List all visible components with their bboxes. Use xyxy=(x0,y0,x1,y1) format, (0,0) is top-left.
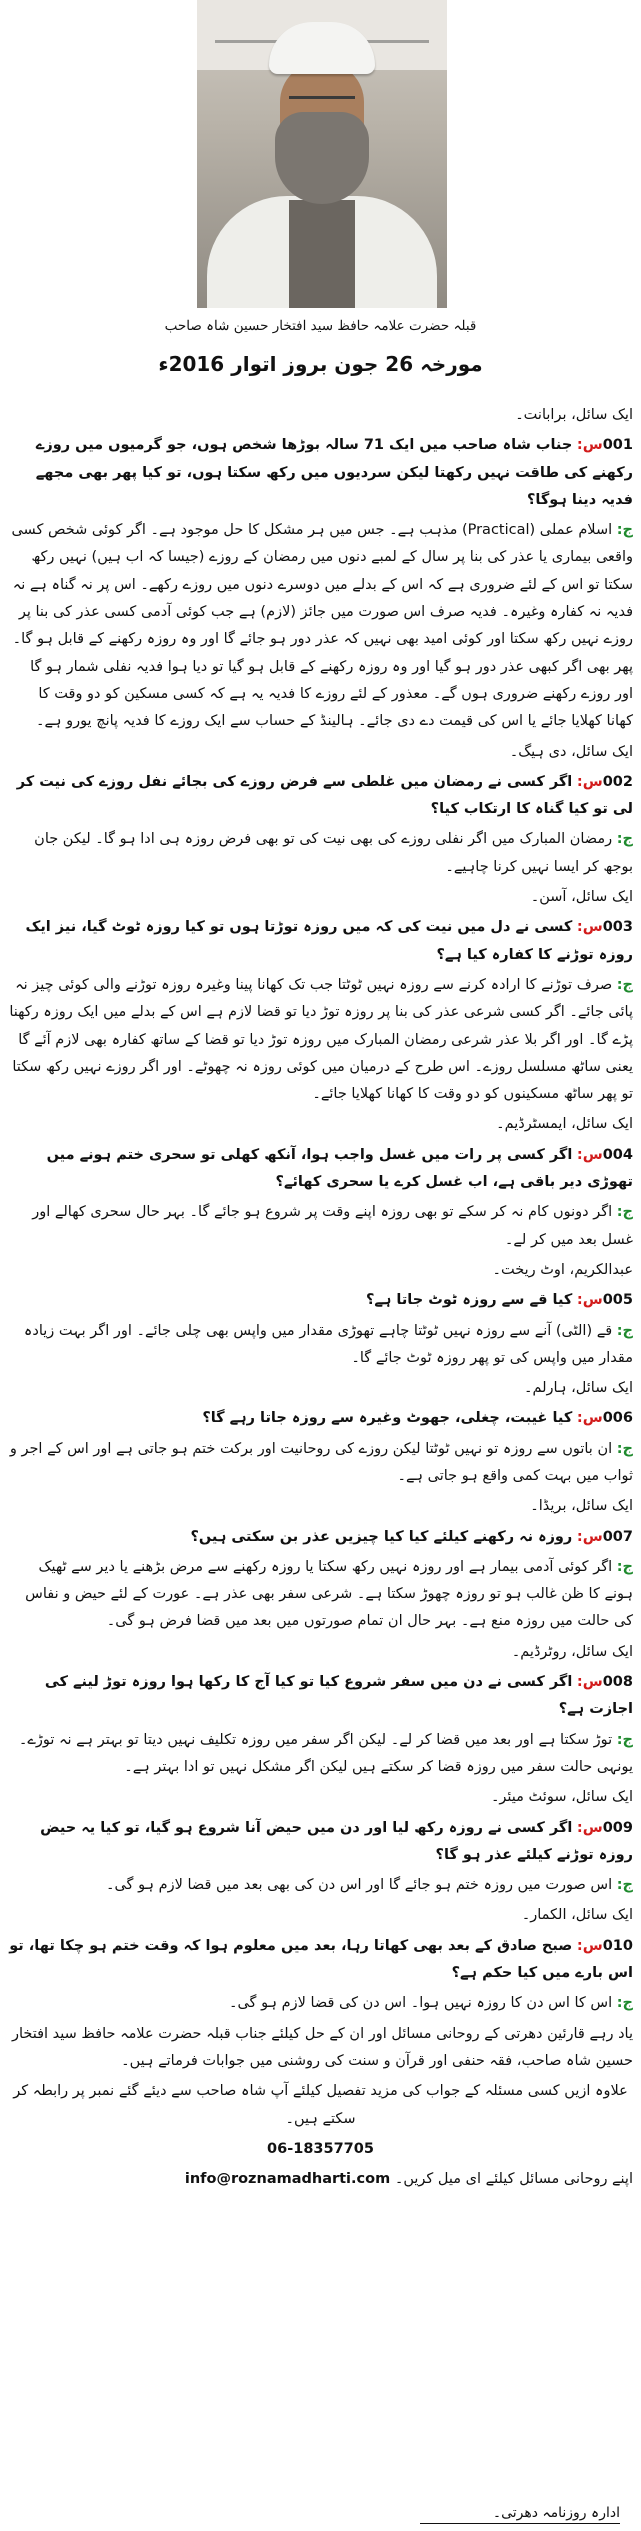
question-marker: س: xyxy=(576,1937,603,1954)
photo-caption: قبلہ حضرت علامہ حافظ سید افتخار حسین شاہ صاحب xyxy=(164,318,477,334)
asker-line: ایک سائل، بریڈا۔ xyxy=(530,1498,633,1515)
question-text: جناب شاہ صاحب میں ایک 71 سالہ بوڑھا شخص ہوں، جو گرمیوں میں روزے رکھنے کی طاقت نہیں رکھتا لیکن سردیوں میں رکھ سکتا ہوں، تو کیا پھر بھی مجھے فدیہ دینا ہوگا؟ xyxy=(35,437,633,508)
answer-text: رمضان المبارک میں اگر نفلی روزے کی بھی نیت کی تو بھی فرض روزہ ہی ادا ہو گا۔ لیکن جان بوجھ کر ایسا نہیں کرنا چاہیے۔ xyxy=(34,831,633,875)
asker-line: ایک سائل، دی ہیگ۔ xyxy=(509,743,633,760)
email-intro: اپنے روحانی مسائل کیلئے ای میل کریں۔ xyxy=(394,2171,633,2188)
answer xyxy=(8,517,633,735)
answer-text: توڑ سکتا ہے اور بعد میں قضا کر لے۔ لیکن اگر سفر میں روزہ تکلیف نہیں دیتا تو بہتر ہے نہ توڑے۔ یونہی حالت سفر میں روزہ قضا کر سکتے ہیں لیکن اگر مشکل نہیں تو ادا بہتر ہے۔ xyxy=(18,1731,633,1775)
footer-note: یاد رہے قارئین دھرتی کے روحانی مسائل اور ان کے حل کیلئے جناب قبلہ حضرت علامہ حافظ سید افتخار حسین شاہ صاحب، فقہ حنفی اور قرآن و سنت کی روشنی میں جوابات فرماتے ہیں۔ xyxy=(11,2025,633,2069)
answer xyxy=(8,1318,633,1373)
answer xyxy=(8,1199,633,1254)
answer xyxy=(8,1727,633,1782)
answer xyxy=(8,1990,633,2017)
question-text: کسی نے دل میں نیت کی کہ میں روزہ توڑتا ہوں تو کیا روزہ ٹوٹ گیا، نیز ایک روزہ توڑنے کا کفارہ کیا ہے؟ xyxy=(25,919,633,963)
answer-marker: ج: xyxy=(616,1204,633,1221)
question-text: اگر کسی نے رمضان میں غلطی سے فرض روزے کی بجائے نفل روزے کی نیت کر لی تو کیا گناہ کا ارتکاب کیا؟ xyxy=(16,773,633,818)
answer-marker: ج: xyxy=(616,1440,633,1457)
question xyxy=(8,1933,633,1988)
asker-line: ایک سائل، آسن۔ xyxy=(530,889,633,906)
question xyxy=(8,1287,633,1314)
question xyxy=(8,1669,633,1724)
question-number: 009 xyxy=(602,1819,633,1836)
answer-text: صرف توڑنے کا ارادہ کرنے سے روزہ نہیں ٹوٹتا جب تک کھانا پینا وغیرہ روزہ توڑنے والی کوئی چیز نہ پائی جائے۔ اگر کسی شرعی عذر کی بنا پر روزہ توڑ دیا تو قضا لازم ہے اس کے بدلے میں ایک روزہ رکھنا پڑے گا۔ اور اگر بلا عذر شرعی رمضان المبارک میں روزہ توڑ دیا تو قضا کے ساتھ کفارہ بھی لازم آئے گا یعنی ساٹھ مسلسل روزے۔ اس طرح کے درمیان میں کوئی روزہ نہ چھوٹے۔ اور اگر روزے نہیں رکھ سکتا تو پھر ساٹھ مسکینوں کو دو وقت کا کھانا کھلایا جائے۔ xyxy=(9,976,633,1103)
answer-text: قے (الٹی) آنے سے روزہ نہیں ٹوٹتا چاہے تھوڑی مقدار میں واپس بھی چلی جائے۔ اور اگر بہت زیادہ مقدار میں واپس کی تو پھر روزہ ٹوٹ جائے گا۔ xyxy=(23,1322,633,1366)
question-text: اگر کسی نے دن میں سفر شروع کیا تو کیا آج کا رکھا ہوا روزہ توڑ لینے کی اجازت ہے؟ xyxy=(44,1674,633,1718)
asker-line: ایک سائل، ایمسٹرڈیم۔ xyxy=(496,1116,633,1133)
asker-line: ایک سائل، روٹرڈیم۔ xyxy=(511,1643,633,1660)
answer xyxy=(8,1554,633,1636)
answer xyxy=(8,972,633,1108)
question xyxy=(8,769,633,824)
question-number: 010 xyxy=(602,1937,633,1954)
answer-marker: ج: xyxy=(616,831,633,848)
question-marker: س: xyxy=(576,1292,603,1309)
answer-text: اگر دونوں کام نہ کر سکے تو بھی روزہ اپنے وقت پر شروع ہو جائے گا۔ بہر حال سحری کھالے اور غسل بعد میں کر لے۔ xyxy=(32,1204,633,1248)
article-date: مورخہ 26 جون بروز اتوار 2016ء xyxy=(158,352,483,376)
answer-marker: ج: xyxy=(616,1558,633,1575)
scholar-photo xyxy=(197,0,447,308)
question-marker: س: xyxy=(576,1528,603,1545)
contact-note: علاوہ ازیں کسی مسئلہ کے جواب کی مزید تفصیل کیلئے آپ شاہ صاحب سے دیئے گئے نمبر پر رابطہ کر سکتے ہیں۔ xyxy=(13,2083,628,2127)
question xyxy=(8,1815,633,1870)
answer-marker: ج: xyxy=(616,1322,633,1339)
asker-line: ایک سائل، الکمار۔ xyxy=(521,1907,633,1924)
question-text: صبح صادق کے بعد بھی کھاتا رہا، بعد میں معلوم ہوا کہ وقت ختم ہو چکا تھا، تو اس بارے میں کیا حکم ہے؟ xyxy=(9,1937,633,1982)
question-number: 005 xyxy=(602,1292,633,1309)
answer-text: اس کا اس دن کا روزہ نہیں ہوا۔ اس دن کی قضا لازم ہو گی۔ xyxy=(228,1995,613,2012)
qa-content xyxy=(8,402,633,2196)
asker-line: ایک سائل، سوئٹ میئر۔ xyxy=(490,1789,633,1806)
question xyxy=(8,1405,633,1432)
question-marker: س: xyxy=(576,1819,603,1836)
question-number: 002 xyxy=(602,773,633,790)
answer-marker: ج: xyxy=(616,976,633,993)
question-marker: س: xyxy=(576,1674,603,1691)
answer-text: اس صورت میں روزہ ختم ہو جائے گا اور اس دن کی بھی بعد میں قضا لازم ہو گی۔ xyxy=(105,1877,613,1894)
answer xyxy=(8,826,633,881)
answer-marker: ج: xyxy=(616,1877,633,1894)
answer-text: اگر کوئی آدمی بیمار ہے اور روزہ نہیں رکھ سکتا یا روزہ رکھنے سے مرض بڑھنے یا دیر سے ٹھیک ہونے کا ظن غالب ہو تو روزہ چھوڑ سکتا ہے۔ شرعی سفر بھی عذر ہے۔ عورت کے لئے حیض و نفاس کی حالت میں روزہ منع ہے۔ بہر حال ان تمام صورتوں میں بعد میں قضا فرض ہو گی۔ xyxy=(25,1558,633,1630)
email-line xyxy=(8,2166,633,2193)
question xyxy=(8,914,633,969)
question-text: روزہ نہ رکھنے کیلئے کیا کیا چیزیں عذر بن سکتی ہیں؟ xyxy=(190,1528,573,1545)
answer-marker: ج: xyxy=(616,1995,633,2012)
question-text: کیا غیبت، چغلی، جھوٹ وغیرہ سے روزہ جاتا رہے گا؟ xyxy=(202,1410,573,1427)
asker-line: عبدالکریم، اوٹ ریخت۔ xyxy=(492,1261,633,1278)
question-marker: س: xyxy=(576,773,603,790)
question-marker: س: xyxy=(576,919,603,936)
question-number: 003 xyxy=(602,919,633,936)
answer xyxy=(8,1872,633,1899)
question-number: 007 xyxy=(602,1528,633,1545)
answer-text: اسلام عملی (Practical) مذہب ہے۔ جس میں ہر مشکل کا حل موجود ہے۔ اگر کوئی شخص کسی واقعی بیماری یا عذر کی بنا پر سال کے لمبے دنوں میں رمضان کے روزے (جیسا کہ اب ہیں) نہیں رکھ سکتا تو اس کے لئے ضروری ہے کہ اس کے بدلے میں دوسرے دنوں میں روزے رکھے۔ اس پر نہ گناہ ہے نہ فدیہ نہ کفارہ وغیرہ۔ فدیہ صرف اس صورت میں جائز (لازم) ہے جب کوئی آدمی کسی عذر کی بنا پر روزے نہیں رکھ سکتا اور کوئی امید بھی نہیں کہ عذر دور ہو جائے گا اور وہ روزہ رکھنے کے قابل ہو گا۔ پھر بھی اگر کبھی عذر دور ہو گیا اور وہ روزہ رکھنے کے قابل ہو گیا تو دیا ہوا فدیہ نفلی شمار ہو گا اور روزے رکھنے ضروری ہوں گے۔ معذور کے لئے روزے کا فدیہ یہ ہے کہ کسی مسکین کو دو وقت کا کھانا کھلایا جائے یا اس کی قیمت دے دی جائے۔ ہالینڈ کے حساب سے ایک روزے کا فدیہ پانچ یورو ہے۔ xyxy=(11,522,633,730)
question-number: 006 xyxy=(602,1410,633,1427)
question-number: 001 xyxy=(602,437,633,454)
asker-line: ایک سائل، ہارلم۔ xyxy=(523,1380,633,1397)
question-marker: س: xyxy=(576,437,603,454)
answer-text: ان باتوں سے روزہ تو نہیں ٹوٹتا لیکن روزے کی روحانیت اور برکت ختم ہو جاتی ہے اور اس کے اجر و ثواب میں بہت کمی واقع ہو جاتی ہے۔ xyxy=(9,1440,633,1484)
signature: ادارہ روزنامہ دھرتی۔ xyxy=(420,2505,620,2524)
question-marker: س: xyxy=(576,1146,603,1163)
phone-number: 06-18357705 xyxy=(267,2140,374,2157)
question-number: 008 xyxy=(602,1674,633,1691)
question-number: 004 xyxy=(602,1146,633,1163)
answer-marker: ج: xyxy=(616,522,633,539)
answer xyxy=(8,1436,633,1491)
email-address[interactable]: info@roznamadharti.com xyxy=(184,2171,391,2188)
question-marker: س: xyxy=(576,1410,603,1427)
question xyxy=(8,1142,633,1197)
asker-line: ایک سائل، برابانت۔ xyxy=(515,407,633,423)
question xyxy=(8,1524,633,1551)
question-text: اگر کسی نے روزہ رکھ لیا اور دن میں حیض آنا شروع ہو گیا، تو کیا یہ حیض روزہ توڑنے کیلئے عذر ہو گا؟ xyxy=(40,1819,633,1863)
question-text: اگر کسی پر رات میں غسل واجب ہوا، آنکھ کھلی تو سحری ختم ہونے میں تھوڑی دیر باقی ہے، اب غسل کرے یا سحری کھائے؟ xyxy=(46,1146,633,1191)
question xyxy=(8,432,633,514)
question-text: کیا قے سے روزہ ٹوٹ جاتا ہے؟ xyxy=(365,1292,573,1309)
answer-marker: ج: xyxy=(616,1731,633,1748)
